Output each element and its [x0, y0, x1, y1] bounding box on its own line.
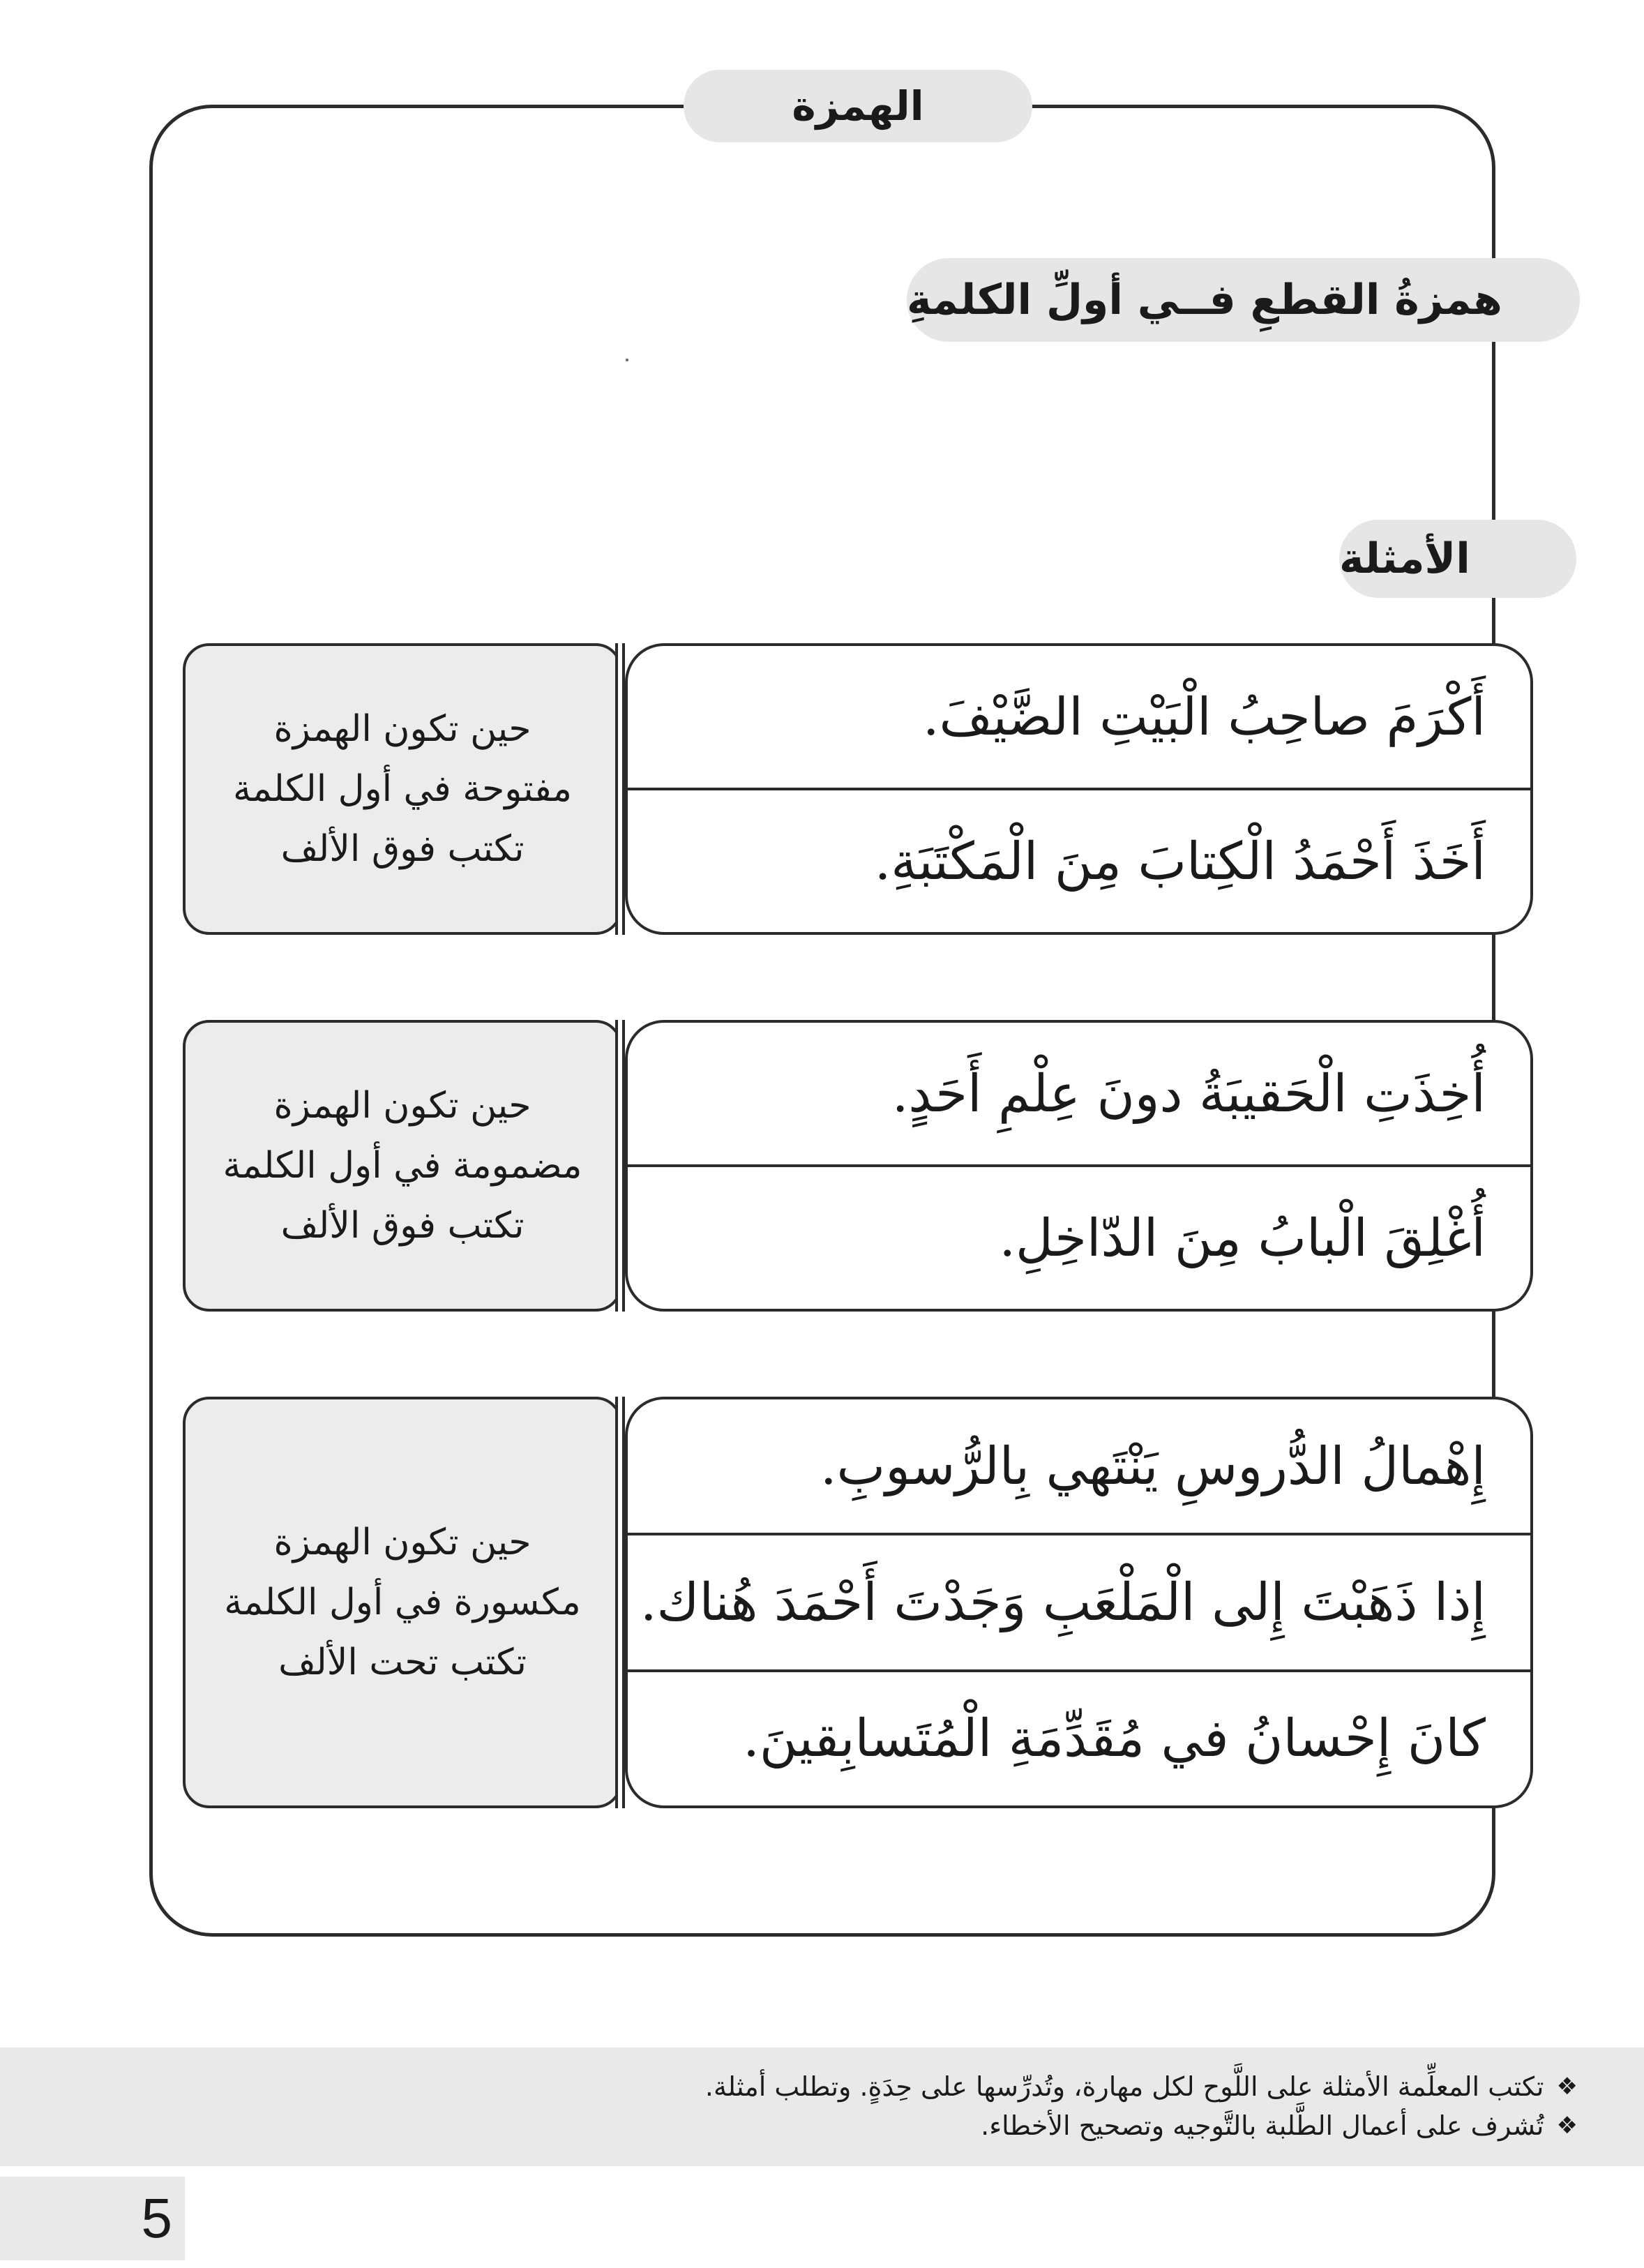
rule-box: [183, 643, 622, 935]
page-title: الهمزة: [684, 70, 1032, 142]
rule-line: حين تكون الهمزة: [273, 708, 531, 750]
note-item: [0, 2067, 1578, 2106]
rule-line: حين تكون الهمزة: [273, 1085, 531, 1127]
rule-box: [183, 1020, 622, 1312]
example-group-damma: [183, 1020, 1533, 1312]
rule-line: تكتب تحت الألف: [278, 1642, 527, 1683]
rule-line: مفتوحة في أول الكلمة: [232, 768, 573, 810]
example-sentence: كانَ إِحْسانُ في مُقَدِّمَةِ الْمُتَسابِقينَ.: [628, 1669, 1530, 1805]
example-sentence: أَخَذَ أَحْمَدُ الْكِتابَ مِنَ الْمَكْتَبَةِ.: [628, 788, 1530, 932]
teacher-notes: [0, 2048, 1644, 2166]
rule-box: [183, 1397, 622, 1808]
note-text: تُشرف على أعمال الطَّلبة بالتَّوجيه وتصحيح الأخطاء.: [981, 2110, 1544, 2141]
example-sentence: إِذا ذَهَبْتَ إِلى الْمَلْعَبِ وَجَدْتَ أَحْمَدَ هُناك.: [628, 1533, 1530, 1669]
rule-line: تكتب فوق الألف: [280, 828, 525, 870]
section-heading: همزةُ القطعِ فــي أولِّ الكلمةِ: [907, 258, 1580, 342]
note-item: [0, 2106, 1578, 2145]
example-group-fatha: [183, 643, 1533, 935]
examples-box: [625, 1020, 1533, 1312]
page-number: 5: [0, 2177, 185, 2260]
example-sentence: إِهْمالُ الدُّروسِ يَنْتَهي بِالرُّسوبِ.: [820, 1436, 1486, 1496]
examples-heading: الأمثلة: [1339, 520, 1576, 598]
examples-box: [625, 1397, 1533, 1808]
example-group-kasra: [183, 1397, 1533, 1808]
diamond-bullet-icon: ❖: [1556, 2073, 1578, 2101]
example-sentence: أَكْرَمَ صاحِبُ الْبَيْتِ الضَّيْفَ.: [923, 686, 1486, 747]
examples-box: [625, 643, 1533, 935]
rule-line: مضمومة في أول الكلمة: [223, 1145, 582, 1187]
diamond-bullet-icon: ❖: [1556, 2112, 1578, 2140]
stray-dot: [626, 359, 628, 361]
note-text: تكتب المعلِّمة الأمثلة على اللَّوح لكل مهارة، وتُدرِّسها على حِدَةٍ. وتطلب أمثلة.: [704, 2071, 1544, 2102]
rule-line: مكسورة في أول الكلمة: [224, 1582, 581, 1623]
rule-line: حين تكون الهمزة: [273, 1522, 531, 1563]
column-divider: [615, 1020, 625, 1312]
column-divider: [615, 643, 625, 935]
rule-line: تكتب فوق الألف: [280, 1205, 525, 1247]
column-divider: [615, 1397, 625, 1808]
example-sentence: أُغْلِقَ الْبابُ مِنَ الدّاخِلِ.: [628, 1164, 1530, 1309]
example-sentence: أُخِذَتِ الْحَقيبَةُ دونَ عِلْمِ أَحَدٍ.: [891, 1063, 1486, 1124]
